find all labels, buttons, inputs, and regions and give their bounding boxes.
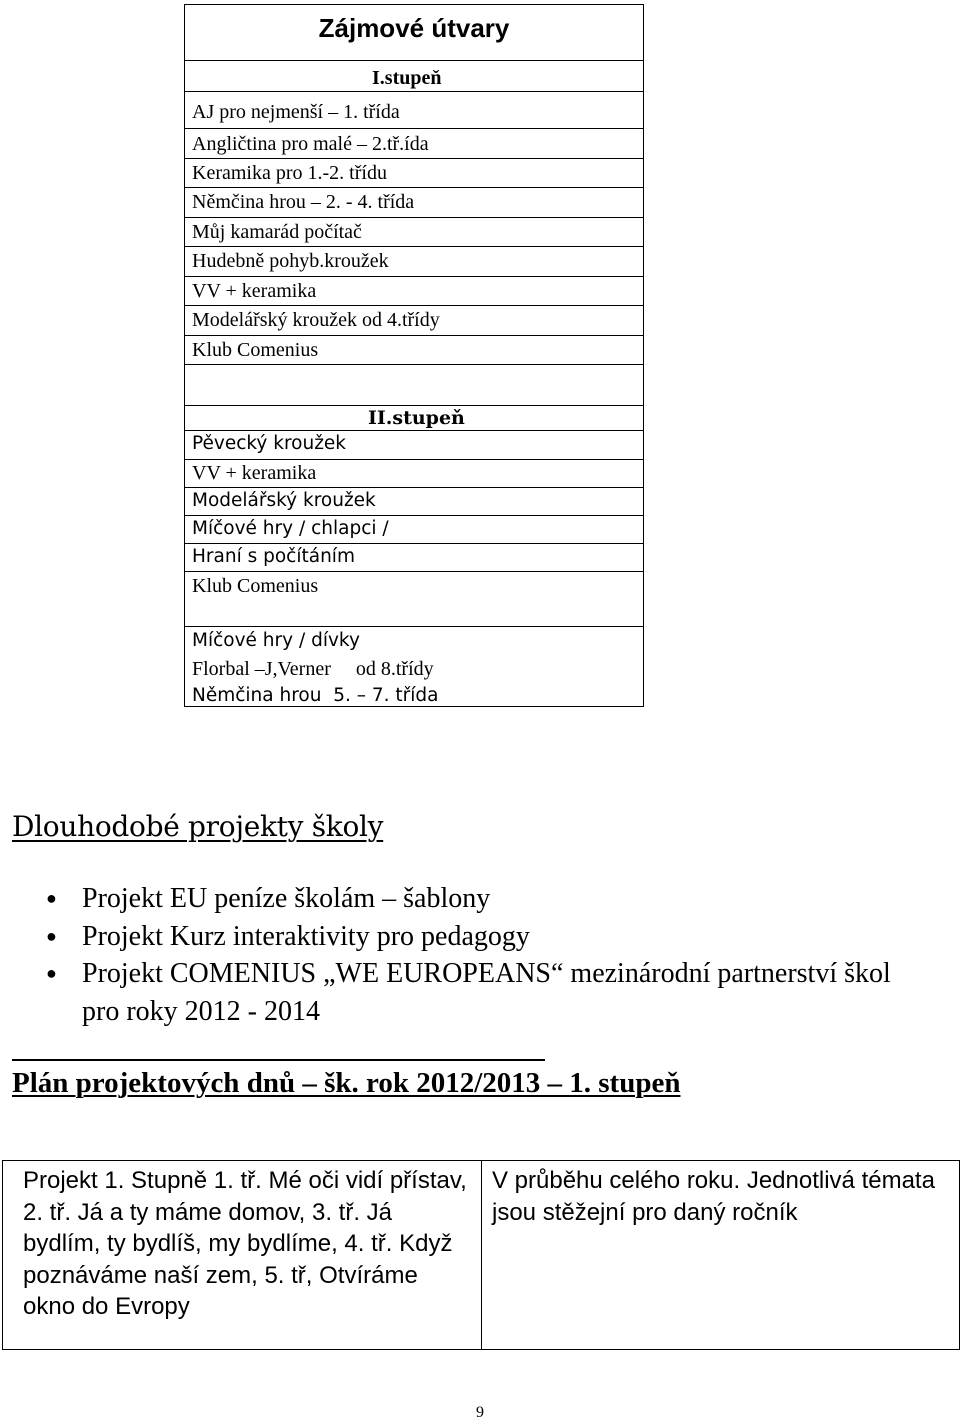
empty-row bbox=[185, 365, 643, 406]
bullet-icon: ● bbox=[46, 925, 57, 946]
page-number: 9 bbox=[476, 1404, 484, 1421]
divider bbox=[12, 1059, 545, 1061]
activity-label: Míčové hry / dívky bbox=[192, 630, 360, 651]
list-item bbox=[0, 918, 960, 956]
list-item bbox=[185, 336, 643, 365]
bullet-icon: ● bbox=[46, 963, 57, 983]
table-title: Zájmové útvary bbox=[318, 13, 510, 43]
plan-heading: Plán projektových dnů – šk. rok 2012/2013 – 1. stupeň bbox=[12, 1067, 681, 1099]
extra-activities-cell bbox=[185, 627, 643, 708]
plan-table-cell-note bbox=[482, 1161, 959, 1349]
list-item bbox=[185, 92, 643, 129]
stupen2-row bbox=[185, 406, 643, 431]
activity-label: Míčové hry / chlapci / bbox=[192, 518, 389, 539]
activity-label: Angličtina pro malé – 2.tř.ída bbox=[192, 133, 429, 155]
project-label: Projekt EU peníze školám – šablony bbox=[82, 883, 491, 914]
activity-label: Němčina hrou 5. – 7. třída bbox=[192, 685, 439, 706]
list-item bbox=[185, 247, 643, 277]
list-item bbox=[185, 516, 643, 544]
activity-label: Němčina hrou – 2. - 4. třída bbox=[192, 191, 415, 213]
stupen2-label: II.stupeň bbox=[368, 407, 465, 429]
activity-label: Můj kamarád počítač bbox=[192, 221, 362, 243]
activity-label: Klub Comenius bbox=[192, 575, 319, 597]
activity-label: Hraní s počítáním bbox=[192, 546, 355, 567]
list-item bbox=[0, 955, 960, 1030]
activity-label: VV + keramika bbox=[192, 462, 317, 484]
plan-table bbox=[2, 1160, 960, 1350]
plan-note-text: V průběhu celého roku. Jednotlivá témata jsou stěžejní pro daný ročník bbox=[492, 1167, 935, 1226]
plan-projects-text: Projekt 1. Stupně 1. tř. Mé oči vidí přístav, 2. tř. Já a ty máme domov, 3. tř. Já bydlím, ty bydlíš, my bydlíme, 4. tř. Když poznáváme naší zem, 5. tř, Otvíráme okno do Evropy bbox=[23, 1167, 467, 1320]
projects-list bbox=[0, 880, 960, 1030]
activity-label: AJ pro nejmenší – 1. třída bbox=[192, 101, 400, 123]
projects-heading: Dlouhodobé projekty školy bbox=[12, 810, 384, 843]
list-item bbox=[185, 460, 643, 488]
activity-label: Modelářský kroužek od 4.třídy bbox=[192, 309, 440, 331]
list-item bbox=[185, 431, 643, 460]
activity-label: Florbal –J,Verner od 8.třídy bbox=[192, 658, 434, 680]
activity-label: Klub Comenius bbox=[192, 339, 319, 361]
activity-label: Keramika pro 1.-2. třídu bbox=[192, 162, 387, 184]
list-item bbox=[185, 277, 643, 306]
table-title-row bbox=[185, 5, 643, 61]
plan-table-cell-projects bbox=[3, 1161, 482, 1349]
activity-label: Pěvecký kroužek bbox=[192, 433, 347, 454]
list-item bbox=[185, 129, 643, 159]
list-item bbox=[0, 880, 960, 918]
stupen1-row bbox=[185, 61, 643, 92]
bullet-icon: ● bbox=[46, 888, 57, 908]
activity-label: Hudebně pohyb.kroužek bbox=[192, 250, 389, 272]
activity-label: Modelářský kroužek bbox=[192, 490, 376, 511]
activity-label: VV + keramika bbox=[192, 280, 317, 302]
list-item bbox=[185, 572, 643, 627]
list-item bbox=[185, 159, 643, 188]
list-item bbox=[185, 488, 643, 516]
list-item bbox=[185, 306, 643, 336]
list-item bbox=[185, 188, 643, 218]
stupen1-label: I.stupeň bbox=[372, 67, 442, 89]
project-label: Projekt Kurz interaktivity pro pedagogy bbox=[82, 920, 530, 952]
project-label: Projekt COMENIUS „WE EUROPEANS“ mezinárodní partnerství škol pro roky 2012 - 2014 bbox=[82, 958, 891, 1027]
list-item bbox=[185, 544, 643, 572]
zajmove-utvary-table bbox=[184, 4, 644, 707]
list-item bbox=[185, 218, 643, 247]
